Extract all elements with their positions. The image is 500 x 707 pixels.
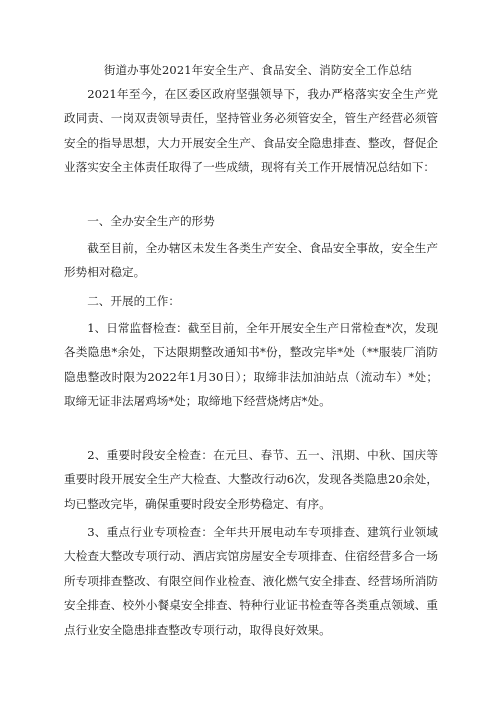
work-item-daily-inspection: 1、日常监督检查：截至目前，全年开展安全生产日常检查*次，发现各类隐患*余处，下达限期整改通知书*份，整改完毕*处（**服装厂消防隐患整改时限为2022年1月30日）；取缔非法加油站点（流动车）*处；取缔无证非法屠鸡场*处；取缔地下经营烧烤店*处。 xyxy=(64,321,438,409)
work-item-special-inspection: 3、重点行业专项检查：全年共开展电动车专项排查、建筑行业领域大检查大整改专项行动、酒店宾馆房屋安全专项排查、住宿经营多合一场所专项排查整改、有限空间作业检查、液化燃气安全排查、经营场所消防安全排查、校外小餐桌安全排查、特种行业证书检查等各类重点领域、重点行业安全隐患排查整改专项行动，取得良好效果。 xyxy=(64,525,438,637)
work-item-key-period-inspection: 2、重要时段安全检查：在元旦、春节、五一、汛期、中秋、国庆等重要时段开展安全生产大检查、大整改行动6次，发现各类隐患20余处，均已整改完毕，确保重要时段安全形势稳定、有序。 xyxy=(64,448,438,511)
situation-paragraph: 截至目前，全办辖区未发生各类生产安全、食品安全事故，安全生产形势相对稳定。 xyxy=(64,241,438,280)
document-title: 街道办事处2021年安全生产、食品安全、消防安全工作总结 xyxy=(104,63,412,77)
section-heading-work: 二、开展的工作： xyxy=(87,294,180,308)
intro-paragraph: 2021年至今，在区委区政府坚强领导下，我办严格落实安全生产党政同责、一岗双责领导责任，坚持管业务必须管安全，管生产经营必须管安全的指导思想，大力开展安全生产、食品安全隐患排查、整改，督促企业落实安全主体责任取得了一些成绩，现将有关工作开展情况总结如下： xyxy=(64,87,438,175)
section-heading-situation: 一、全办安全生产的形势 xyxy=(87,214,215,228)
